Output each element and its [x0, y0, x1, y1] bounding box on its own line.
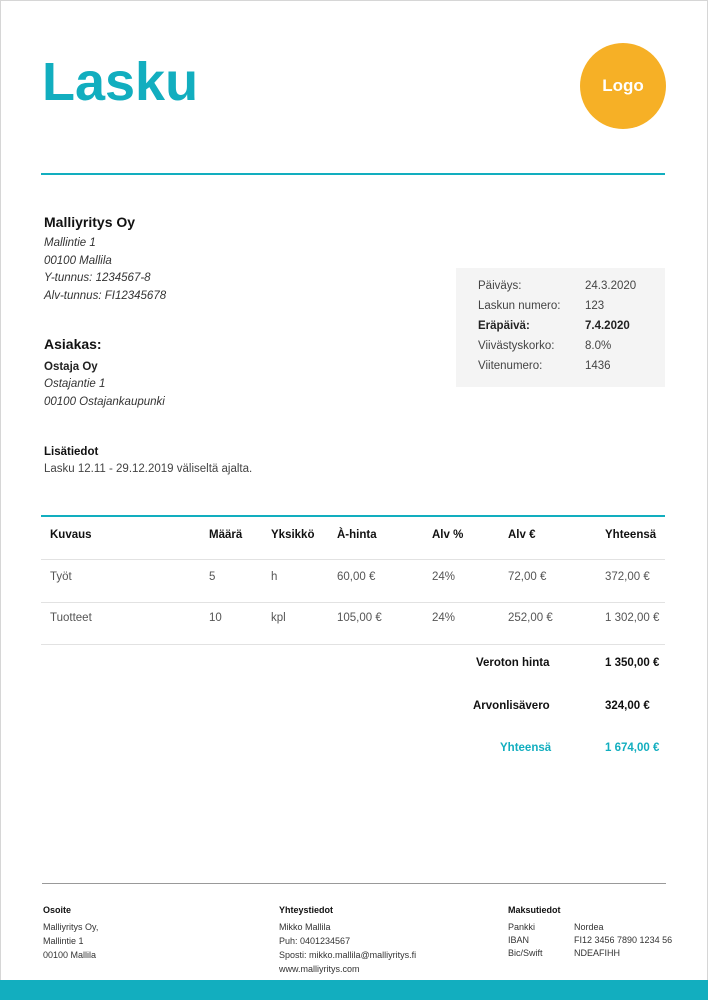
- cell-quantity: 5: [209, 571, 216, 583]
- column-header-unit: Yksikkö: [271, 529, 315, 541]
- seller-street: Mallintie 1: [44, 237, 96, 249]
- detail-label: Viitenumero:: [478, 360, 543, 372]
- cell-total: 372,00 €: [605, 571, 650, 583]
- detail-value: 1436: [585, 360, 611, 372]
- additional-info-text: Lasku 12.11 - 29.12.2019 väliseltä ajalta.: [44, 463, 253, 475]
- customer-heading: Asiakas:: [44, 336, 102, 352]
- seller-business-id: Y-tunnus: 1234567-8: [44, 272, 151, 284]
- footer-payment-heading: Maksutiedot: [508, 905, 561, 915]
- detail-label: Eräpäivä:: [478, 320, 530, 332]
- payment-value: FI12 3456 7890 1234 56: [574, 935, 673, 945]
- seller-name: Malliyritys Oy: [44, 214, 136, 230]
- detail-value: 123: [585, 300, 605, 312]
- payment-key: Pankki: [508, 922, 536, 932]
- footer-accent-bar: [0, 980, 708, 1000]
- subtotal-value: 1 350,00 €: [605, 657, 660, 669]
- footer-contact-name: Mikko Mallila: [279, 922, 331, 932]
- detail-value: 24.3.2020: [585, 280, 637, 292]
- additional-info: [44, 446, 252, 475]
- additional-info-heading: Lisätiedot: [44, 446, 99, 458]
- cell-unit: kpl: [271, 612, 286, 624]
- table-top-divider: [41, 515, 665, 517]
- company-logo: [580, 43, 666, 129]
- table-bottom-separator: [41, 644, 665, 645]
- customer-street: Ostajantie 1: [44, 378, 106, 390]
- logo-text: Logo: [602, 76, 644, 95]
- column-header-vat-amount: Alv €: [508, 529, 536, 541]
- footer-payment: [508, 903, 698, 959]
- table-row-separator: [41, 602, 665, 603]
- column-header-total: Yhteensä: [605, 529, 657, 541]
- cell-description: Tuotteet: [50, 612, 92, 624]
- invoice-title: Lasku: [42, 52, 199, 112]
- grand-total-label: Yhteensä: [500, 742, 552, 754]
- column-header-quantity: Määrä: [209, 529, 243, 541]
- invoice-details-panel: [456, 268, 665, 387]
- detail-value: 8.0%: [585, 340, 612, 352]
- column-header-description: Kuvaus: [50, 529, 92, 541]
- vat-total-label: Arvonlisävero: [473, 700, 550, 712]
- cell-unit: h: [271, 571, 278, 583]
- payment-row-iban: [508, 933, 698, 946]
- footer-contact-phone: Puh: 0401234567: [279, 936, 351, 946]
- seller-postal: 00100 Mallila: [44, 254, 112, 267]
- cell-quantity: 10: [209, 612, 222, 624]
- cell-unit-price: 60,00 €: [337, 571, 376, 583]
- payment-row-bic: [508, 946, 698, 959]
- cell-vat-amount: 252,00 €: [508, 612, 553, 624]
- cell-vat-amount: 72,00 €: [508, 571, 547, 583]
- cell-vat-percent: 24%: [432, 571, 456, 583]
- footer-address-line: Mallintie 1: [43, 936, 84, 946]
- customer-block: [44, 336, 165, 411]
- footer-address-line: Malliyritys Oy,: [43, 922, 99, 932]
- cell-vat-percent: 24%: [432, 612, 456, 624]
- detail-label: Laskun numero:: [478, 300, 561, 312]
- seller-block: [44, 214, 166, 305]
- header-divider: [41, 173, 665, 175]
- payment-row-bank: [508, 920, 698, 933]
- table-header-separator: [41, 559, 665, 560]
- footer-contact-heading: Yhteystiedot: [279, 905, 334, 915]
- subtotal-label: Veroton hinta: [476, 657, 550, 669]
- column-header-vat-percent: Alv %: [432, 529, 464, 541]
- detail-label: Päiväys:: [478, 280, 522, 292]
- footer-contact: [279, 903, 416, 976]
- footer-address-heading: Osoite: [43, 905, 72, 915]
- customer-postal: 00100 Ostajankaupunki: [44, 395, 165, 408]
- footer-contact-website[interactable]: www.malliyritys.com: [279, 964, 360, 974]
- footer-address-line: 00100 Mallila: [43, 950, 97, 960]
- footer-contact-email[interactable]: Sposti: mikko.mallila@malliyritys.fi: [279, 950, 417, 960]
- vat-total-value: 324,00 €: [605, 700, 650, 712]
- cell-total: 1 302,00 €: [605, 612, 660, 624]
- detail-label: Viivästyskorko:: [478, 340, 555, 352]
- seller-vat-id: Alv-tunnus: FI12345678: [44, 289, 167, 302]
- payment-value: NDEAFIHH: [574, 948, 621, 958]
- cell-description: Työt: [50, 571, 72, 583]
- footer-address: [43, 903, 98, 962]
- payment-value: Nordea: [574, 922, 604, 932]
- payment-key: Bic/Swift: [508, 948, 543, 958]
- customer-name: Ostaja Oy: [44, 361, 98, 373]
- footer-divider: [42, 883, 666, 884]
- column-header-unit-price: À-hinta: [337, 529, 377, 541]
- payment-key: IBAN: [508, 935, 530, 945]
- cell-unit-price: 105,00 €: [337, 612, 382, 624]
- grand-total-value: 1 674,00 €: [605, 742, 660, 754]
- detail-value: 7.4.2020: [585, 320, 630, 332]
